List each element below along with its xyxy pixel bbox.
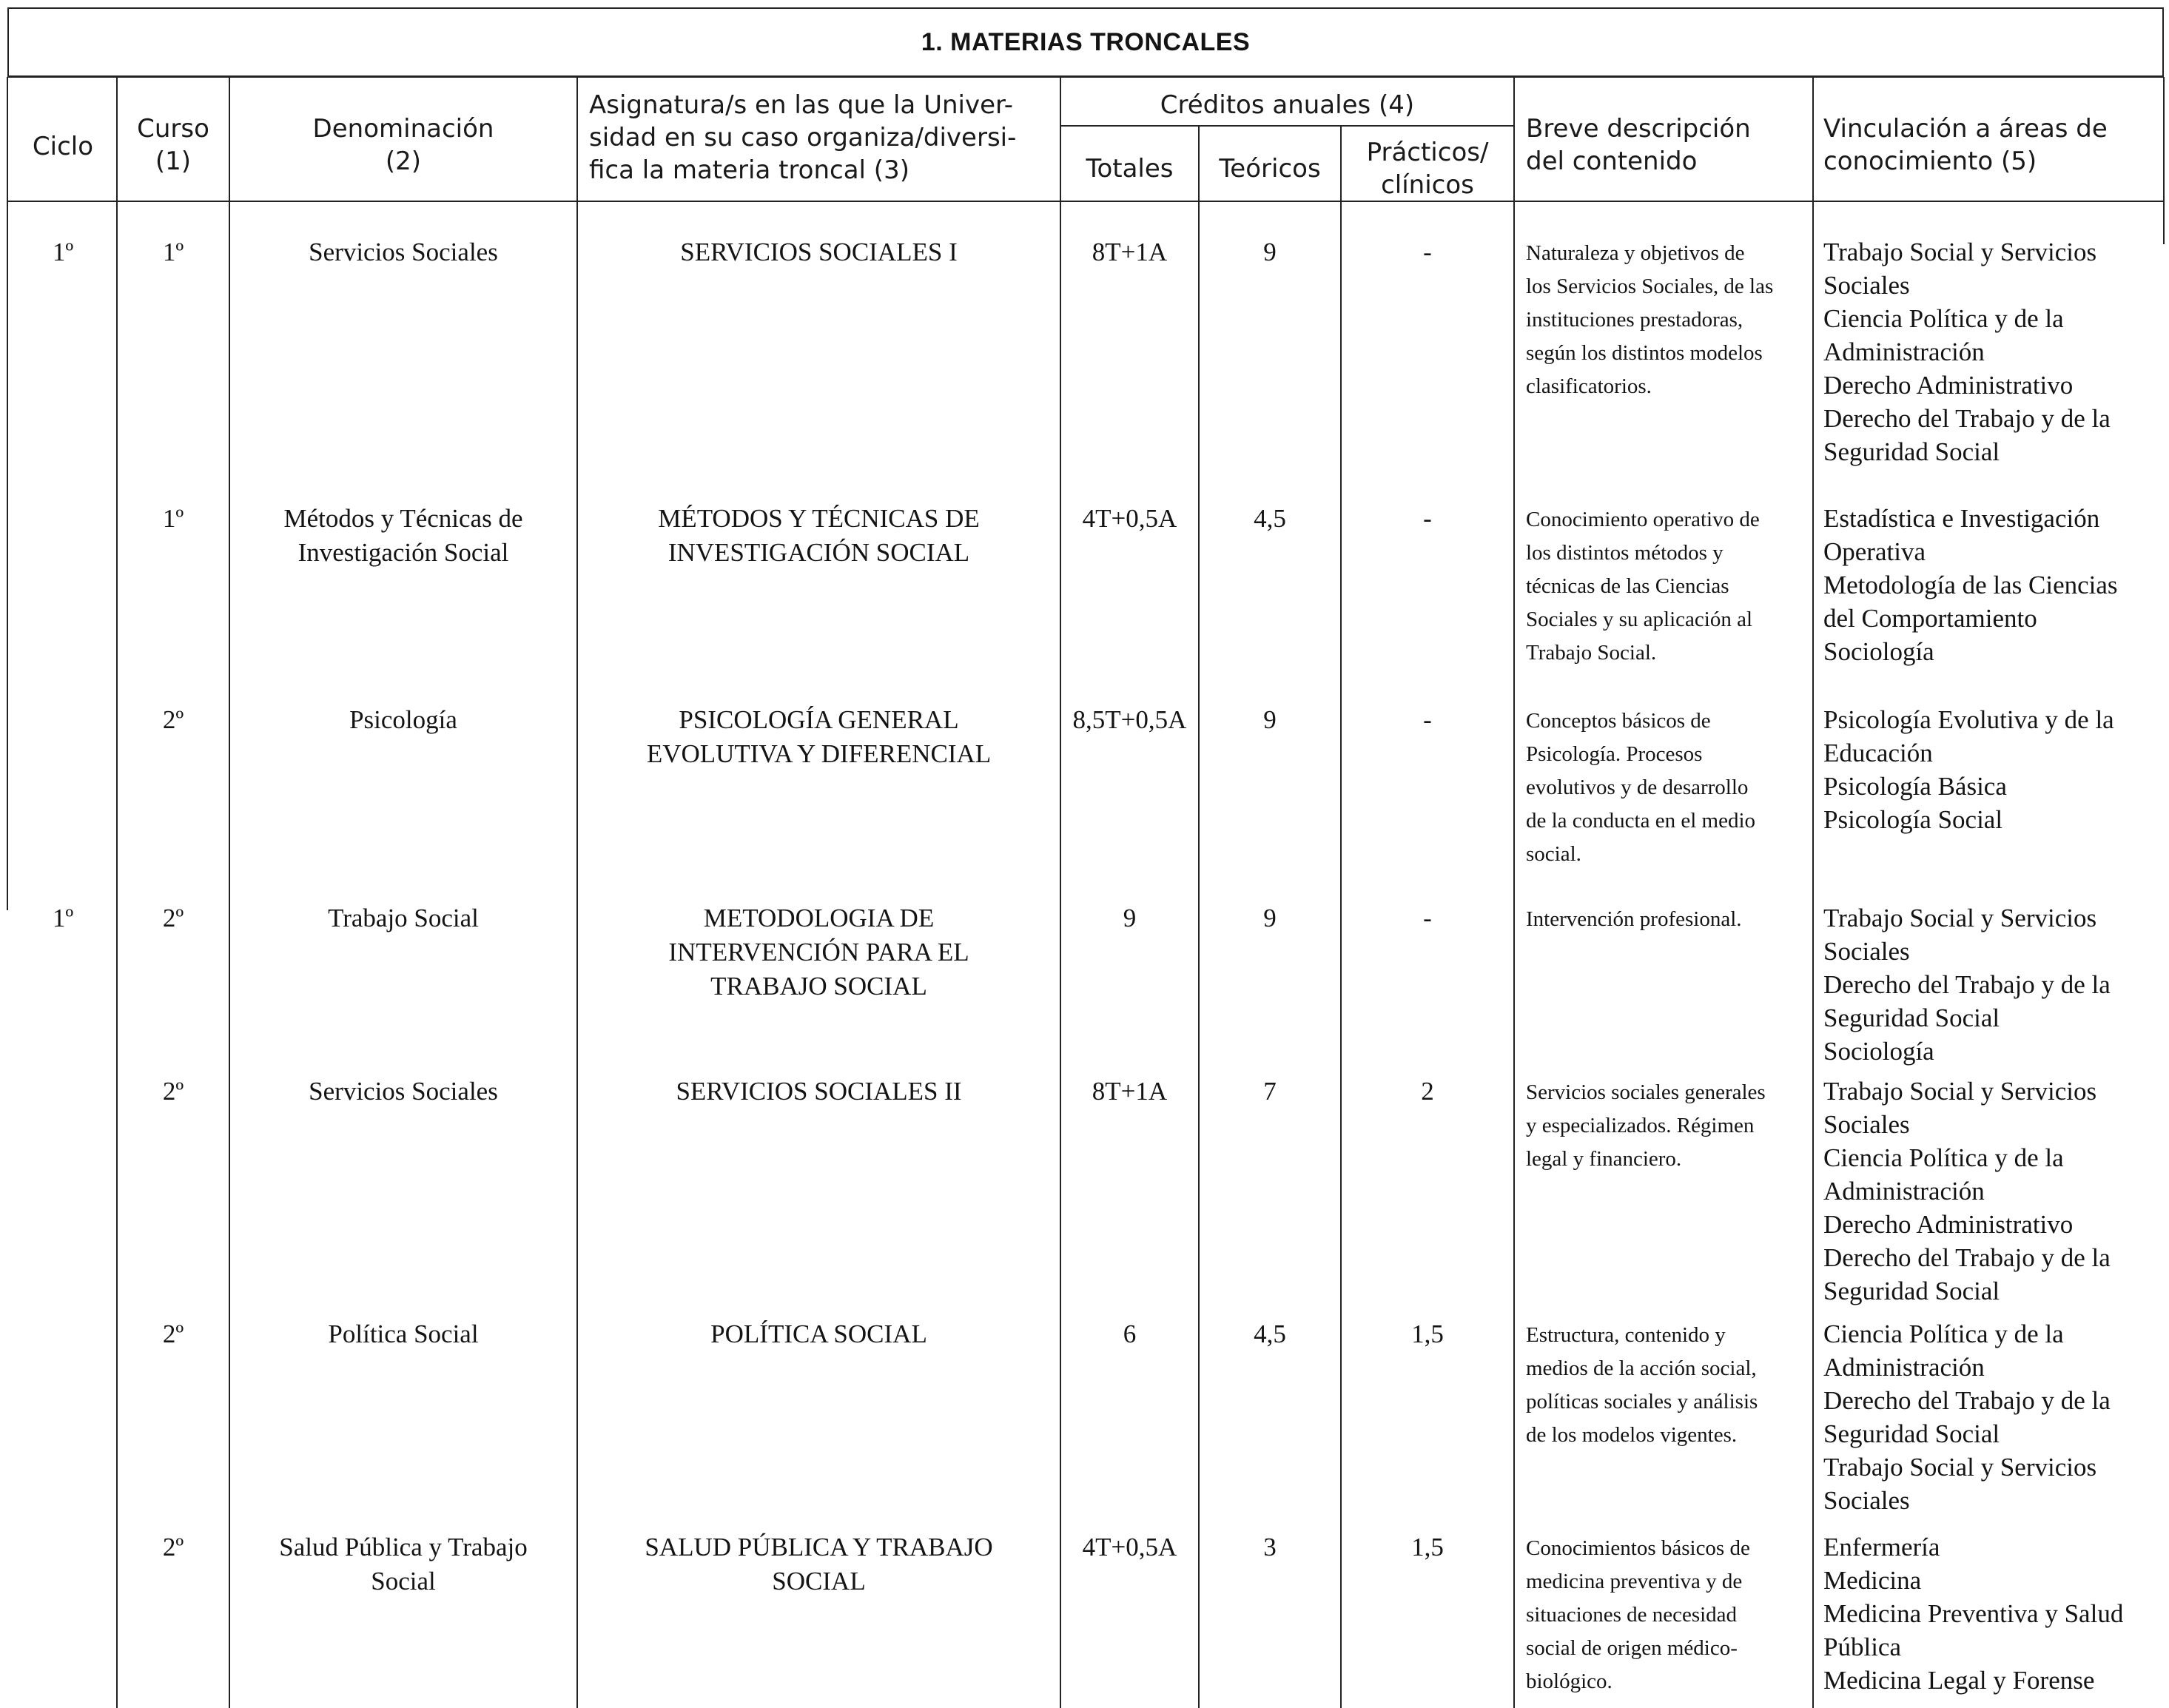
denominacion-cell-line: Política Social xyxy=(328,1319,479,1348)
areas-cell-line: Pública xyxy=(1823,1633,1901,1661)
descripcion-cell xyxy=(1526,1076,1807,1176)
descripcion-cell-line: social. xyxy=(1526,842,1581,866)
denominacion-cell-line: Trabajo Social xyxy=(328,904,479,932)
teoricos-cell: 4,5 xyxy=(1254,1319,1286,1348)
areas-cell-line: Metodología de las Ciencias xyxy=(1823,571,2118,599)
denominacion-cell xyxy=(237,235,570,269)
areas-cell-line: Sociales xyxy=(1823,1110,1910,1139)
descripcion-cell-line: Sociales y su aplicación al xyxy=(1526,608,1753,631)
areas-cell-line: Ciencia Política y de la xyxy=(1823,1319,2064,1348)
areas-cell-line: Enfermería xyxy=(1823,1533,1940,1561)
teoricos-cell: 9 xyxy=(1263,238,1277,266)
descripcion-cell-line: Servicios sociales generales xyxy=(1526,1080,1766,1104)
areas-cell xyxy=(1823,1317,2149,1517)
curso-cell: 2º xyxy=(162,1319,184,1348)
totales-cell: 8T+1A xyxy=(1092,1077,1168,1106)
areas-cell-line: Seguridad Social xyxy=(1823,1277,2000,1305)
areas-cell-line: Ciencia Política y de la xyxy=(1823,304,2064,333)
teoricos-cell: 3 xyxy=(1263,1533,1277,1561)
areas-cell-line: Seguridad Social xyxy=(1823,437,2000,466)
areas-cell-line: Estadística e Investigación xyxy=(1823,504,2100,533)
areas-cell-line: Trabajo Social y Servicios xyxy=(1823,1453,2097,1482)
practicos-cell: 1,5 xyxy=(1411,1533,1444,1561)
areas-cell-line: Trabajo Social y Servicios xyxy=(1823,238,2097,266)
teoricos-cell: 4,5 xyxy=(1254,504,1286,533)
curso-cell: 1º xyxy=(162,238,184,266)
asignatura-cell-line: MÉTODOS Y TÉCNICAS DE xyxy=(658,504,980,533)
descripcion-cell-line: medicina preventiva y de xyxy=(1526,1570,1743,1593)
areas-cell-line: del Comportamiento xyxy=(1823,604,2037,633)
ciclo-cell: 1º xyxy=(52,238,74,266)
descripcion-cell-line: políticas sociales y análisis xyxy=(1526,1390,1758,1413)
asignatura-cell-line: POLÍTICA SOCIAL xyxy=(710,1319,927,1348)
areas-cell xyxy=(1823,901,2149,1068)
descripcion-cell-line: los Servicios Sociales, de las xyxy=(1526,275,1774,298)
areas-cell-line: Educación xyxy=(1823,739,1933,767)
descripcion-cell xyxy=(1526,705,1807,871)
practicos-cell: - xyxy=(1423,904,1432,932)
totales-cell: 6 xyxy=(1123,1319,1137,1348)
asignatura-cell xyxy=(585,1530,1053,1598)
descripcion-cell-line: biológico. xyxy=(1526,1670,1613,1693)
denominacion-cell-line: Social xyxy=(371,1567,436,1596)
header-ciclo: Ciclo xyxy=(32,132,94,161)
areas-cell-line: Seguridad Social xyxy=(1823,1419,2000,1448)
descripcion-cell-line: Trabajo Social. xyxy=(1526,641,1657,665)
descripcion-cell-line: Estructura, contenido y xyxy=(1526,1323,1726,1347)
descripcion-cell-line: Conocimiento operativo de xyxy=(1526,508,1760,531)
header-denominacion-line: Denominación xyxy=(312,114,494,144)
header-practicos xyxy=(1341,136,1514,201)
teoricos-cell: 7 xyxy=(1263,1077,1277,1106)
header-vinculacion-line: conocimiento (5) xyxy=(1823,147,2037,176)
descripcion-cell xyxy=(1526,903,1807,936)
practicos-cell: - xyxy=(1423,238,1432,266)
areas-cell-line: Psicología Básica xyxy=(1823,772,2007,801)
descripcion-cell-line: Psicología. Procesos xyxy=(1526,742,1703,766)
header-curso xyxy=(117,112,229,178)
areas-cell-line: Sociales xyxy=(1823,271,1910,300)
teoricos-cell: 9 xyxy=(1263,904,1277,932)
header-asignatura-line: Asignatura/s en las que la Univer- xyxy=(589,90,1014,120)
areas-cell xyxy=(1823,502,2149,668)
areas-cell-line: Derecho del Trabajo y de la xyxy=(1823,1386,2111,1415)
areas-cell-line: Derecho del Trabajo y de la xyxy=(1823,970,2111,999)
header-practicos-line: Prácticos/ xyxy=(1366,138,1489,167)
descripcion-cell-line: medios de la acción social, xyxy=(1526,1356,1757,1380)
header-vinculacion xyxy=(1823,112,2164,178)
totales-cell: 4T+0,5A xyxy=(1082,504,1177,533)
practicos-cell: - xyxy=(1423,504,1432,533)
descripcion-cell xyxy=(1526,1319,1807,1452)
areas-cell-line: Sociales xyxy=(1823,1486,1910,1515)
descripcion-cell xyxy=(1526,503,1807,670)
areas-cell-line: Derecho del Trabajo y de la xyxy=(1823,404,2111,433)
areas-cell xyxy=(1823,1530,2149,1697)
areas-cell-line: Operativa xyxy=(1823,537,1926,566)
header-teoricos: Teóricos xyxy=(1219,154,1321,184)
denominacion-cell-line: Salud Pública y Trabajo xyxy=(279,1533,528,1561)
areas-cell-line: Medicina xyxy=(1823,1566,1922,1595)
areas-cell-line: Trabajo Social y Servicios xyxy=(1823,1077,2097,1106)
curso-cell: 2º xyxy=(162,1533,184,1561)
curso-cell: 2º xyxy=(162,1077,184,1106)
asignatura-cell-line: EVOLUTIVA Y DIFERENCIAL xyxy=(646,739,992,768)
descripcion-cell xyxy=(1526,237,1807,403)
header-descripcion-line: Breve descripción xyxy=(1526,114,1751,144)
header-asignatura-line: sidad en su caso organiza/diversi- xyxy=(589,123,1017,152)
teoricos-cell: 9 xyxy=(1263,705,1277,734)
areas-cell-line: Administración xyxy=(1823,337,1985,366)
denominacion-cell xyxy=(237,901,570,935)
totales-cell: 9 xyxy=(1123,904,1137,932)
denominacion-cell-line: Métodos y Técnicas de xyxy=(283,504,523,533)
denominacion-cell xyxy=(237,1317,570,1351)
asignatura-cell xyxy=(585,901,1053,1003)
descripcion-cell-line: social de origen médico- xyxy=(1526,1636,1738,1660)
areas-cell-line: Psicología Social xyxy=(1823,805,2003,834)
asignatura-cell xyxy=(585,1317,1053,1351)
header-denominacion xyxy=(229,112,577,178)
denominacion-cell-line: Servicios Sociales xyxy=(309,238,498,266)
asignatura-cell xyxy=(585,1075,1053,1109)
totales-cell: 4T+0,5A xyxy=(1082,1533,1177,1561)
descripcion-cell-line: legal y financiero. xyxy=(1526,1147,1682,1171)
areas-cell-line: Medicina Preventiva y Salud xyxy=(1823,1599,2124,1628)
header-descripcion xyxy=(1526,112,1807,178)
practicos-cell: 2 xyxy=(1421,1077,1434,1106)
descripcion-cell-line: Conocimientos básicos de xyxy=(1526,1536,1750,1560)
areas-cell-line: Seguridad Social xyxy=(1823,1003,2000,1032)
header-totales: Totales xyxy=(1086,154,1174,184)
areas-cell-line: Sociología xyxy=(1823,637,1934,666)
header-creditos: Créditos anuales (4) xyxy=(1160,90,1415,120)
areas-cell xyxy=(1823,703,2149,836)
asignatura-cell-line: INVESTIGACIÓN SOCIAL xyxy=(667,538,970,567)
denominacion-cell-line: Servicios Sociales xyxy=(309,1077,498,1106)
descripcion-cell-line: de la conducta en el medio xyxy=(1526,809,1756,833)
header-practicos-line: clínicos xyxy=(1381,170,1474,200)
header-asignatura xyxy=(589,89,1055,186)
areas-cell-line: Psicología Evolutiva y de la xyxy=(1823,705,2114,734)
areas-cell-line: Sociología xyxy=(1823,1037,1934,1066)
denominacion-cell-line: Investigación Social xyxy=(297,538,509,567)
descripcion-cell-line: Conceptos básicos de xyxy=(1526,709,1711,733)
asignatura-cell-line: SOCIAL xyxy=(772,1567,866,1596)
areas-cell-line: Derecho Administrativo xyxy=(1823,371,2074,400)
asignatura-cell-line: METODOLOGIA DE xyxy=(703,904,935,932)
header-descripcion-line: del contenido xyxy=(1526,147,1698,176)
denominacion-cell xyxy=(237,1530,570,1598)
areas-cell-line: Ciencia Política y de la xyxy=(1823,1143,2064,1172)
practicos-cell: 1,5 xyxy=(1411,1319,1444,1348)
descripcion-cell-line: técnicas de las Ciencias xyxy=(1526,574,1729,598)
denominacion-cell-line: Psicología xyxy=(349,705,457,734)
descripcion-cell-line: de los modelos vigentes. xyxy=(1526,1423,1738,1447)
curso-cell: 2º xyxy=(162,705,184,734)
curso-cell: 1º xyxy=(162,504,184,533)
descripcion-cell-line: según los distintos modelos xyxy=(1526,341,1763,365)
areas-cell-line: Administración xyxy=(1823,1353,1985,1382)
asignatura-cell-line: INTERVENCIÓN PARA EL xyxy=(668,938,969,966)
descripcion-cell-line: situaciones de necesidad xyxy=(1526,1603,1738,1627)
areas-cell xyxy=(1823,235,2149,468)
areas-cell-line: Administración xyxy=(1823,1177,1985,1206)
areas-cell-line: Derecho Administrativo xyxy=(1823,1210,2074,1239)
asignatura-cell xyxy=(585,235,1053,269)
descripcion-cell xyxy=(1526,1532,1807,1698)
areas-cell-line: Derecho del Trabajo y de la xyxy=(1823,1243,2111,1272)
descripcion-cell-line: Intervención profesional. xyxy=(1526,907,1742,931)
areas-cell-line: Sociales xyxy=(1823,937,1910,966)
denominacion-cell xyxy=(237,703,570,737)
section-title: 1. MATERIAS TRONCALES xyxy=(7,7,2164,77)
asignatura-cell-line: SALUD PÚBLICA Y TRABAJO xyxy=(645,1533,993,1561)
descripcion-cell-line: los distintos métodos y xyxy=(1526,541,1724,565)
totales-cell: 8,5T+0,5A xyxy=(1072,705,1187,734)
asignatura-cell xyxy=(585,703,1053,771)
ciclo-cell: 1º xyxy=(52,904,74,932)
header-denominacion-line: (2) xyxy=(385,147,422,176)
descripcion-cell-line: Naturaleza y objetivos de xyxy=(1526,241,1745,265)
asignatura-cell xyxy=(585,502,1053,570)
header-vinculacion-line: Vinculación a áreas de xyxy=(1823,114,2108,144)
asignatura-cell-line: SERVICIOS SOCIALES I xyxy=(680,238,958,266)
areas-cell xyxy=(1823,1075,2149,1308)
header-curso-line: Curso xyxy=(137,114,209,144)
asignatura-cell-line: SERVICIOS SOCIALES II xyxy=(676,1077,962,1106)
header-asignatura-line: fica la materia troncal (3) xyxy=(589,155,909,185)
denominacion-cell xyxy=(237,1075,570,1109)
descripcion-cell-line: y especializados. Régimen xyxy=(1526,1114,1755,1137)
practicos-cell: - xyxy=(1423,705,1432,734)
areas-cell-line: Medicina Legal y Forense xyxy=(1823,1666,2095,1695)
descripcion-cell-line: instituciones prestadoras, xyxy=(1526,308,1743,332)
descripcion-cell-line: evolutivos y de desarrollo xyxy=(1526,776,1749,799)
curso-cell: 2º xyxy=(162,904,184,932)
header-curso-line: (1) xyxy=(155,147,192,176)
descripcion-cell-line: clasificatorios. xyxy=(1526,374,1652,398)
totales-cell: 8T+1A xyxy=(1092,238,1168,266)
asignatura-cell-line: PSICOLOGÍA GENERAL xyxy=(679,705,959,734)
denominacion-cell xyxy=(237,502,570,570)
areas-cell-line: Trabajo Social y Servicios xyxy=(1823,904,2097,932)
asignatura-cell-line: TRABAJO SOCIAL xyxy=(710,972,927,1001)
